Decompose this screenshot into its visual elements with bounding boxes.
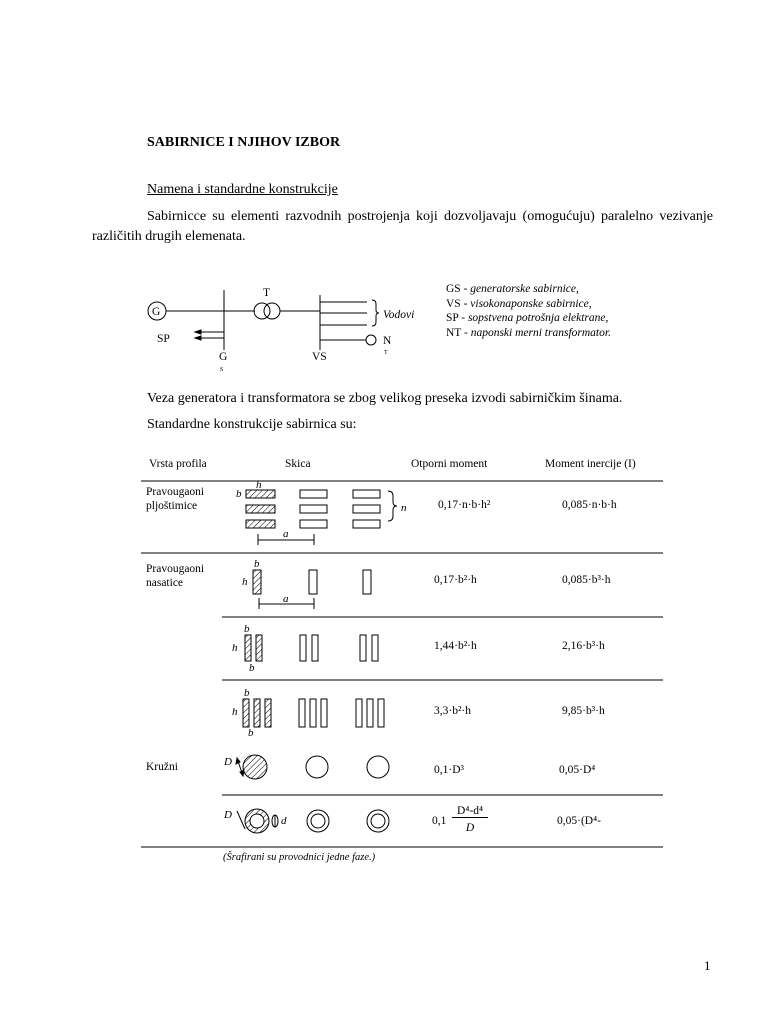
dim-d-inner: d: [281, 815, 287, 827]
legend-item: GS - generatorske sabirnice,: [446, 283, 579, 295]
legend-item: VS - visokonaponske sabirnice,: [446, 297, 592, 310]
formula-w-row6-denominator: D: [465, 822, 475, 834]
label-gs: G: [219, 351, 228, 363]
formula-i-row4: 9,85·b³·h: [562, 705, 605, 717]
formula-i-row5: 0,05·D⁴: [559, 764, 596, 776]
dim-a: a: [283, 528, 289, 540]
formula-w-row6-prefix: 0,1: [432, 815, 447, 827]
dim-d-outer: D: [224, 809, 232, 821]
header-inertia: Moment inercije (I): [545, 458, 636, 470]
label-vodovi: Vodovi: [383, 309, 415, 321]
formula-i-row1: 0,085·n·b·h: [562, 499, 617, 511]
formula-w-row3: 1,44·b²·h: [434, 640, 477, 652]
label-t-sub: T: [384, 350, 388, 356]
dim-h: h: [256, 479, 262, 491]
formula-w-row5: 0,1·D³: [434, 764, 464, 776]
section-title: Namena i standardne konstrukcije: [147, 182, 338, 197]
label-vs: VS: [312, 351, 327, 363]
label-g: G: [152, 306, 161, 318]
dim-h: h: [242, 576, 248, 588]
dim-h: h: [232, 706, 238, 718]
dim-b: b: [254, 558, 260, 570]
dim-b: b: [236, 488, 242, 500]
paragraph-3: Standardne konstrukcije sabirnica su:: [147, 417, 357, 432]
formula-i-row2: 0,085·b³·h: [562, 574, 611, 586]
dim-b: b: [244, 623, 250, 635]
formula-w-row1: 0,17·n·b·h²: [438, 499, 491, 511]
page-number: 1: [704, 958, 711, 973]
paragraph-2: Veza generatora i transformatora se zbog velikog preseka izvodi sabirničkim šinama.: [147, 391, 623, 406]
header-section-modulus: Otporni moment: [411, 458, 488, 470]
intro-paragraph: Sabirnicce su elementi razvodnih postrojenja koji dozvoljavaju (omogućuju) paralelno vezivanje različitih drugih elemenata.: [92, 209, 713, 244]
label-n: N: [383, 335, 392, 347]
dim-b: b: [244, 687, 250, 699]
dim-d-outer: D: [224, 756, 232, 768]
legend-item: SP - sopstvena potrošnja elektrane,: [446, 312, 609, 324]
dim-b: b: [249, 662, 255, 674]
dim-a: a: [283, 593, 289, 605]
formula-w-row2: 0,17·b²·h: [434, 574, 477, 586]
header-profile: Vrsta profila: [149, 458, 207, 470]
footnote: (Šrafirani su provodnici jedne faze.): [223, 852, 376, 863]
dim-b: b: [248, 727, 254, 739]
row-label-round: Kružni: [146, 761, 178, 773]
dim-h: h: [232, 642, 238, 654]
label-sp: SP: [157, 333, 170, 345]
formula-i-row3: 2,16·b³·h: [562, 640, 605, 652]
formula-w-row6-numerator: D⁴-d⁴: [452, 805, 488, 818]
label-t: T: [263, 287, 271, 299]
label-gs-sub: S: [220, 367, 224, 373]
legend-item: NT - naponski merni transformator.: [446, 326, 611, 339]
row-label-flat: Pravougaoni pljoštimice: [146, 486, 205, 512]
formula-i-row6: 0,05·(D⁴-: [557, 815, 601, 827]
header-sketch: Skica: [285, 458, 311, 470]
row-label-edge: Pravougaoni nasatice: [146, 563, 205, 589]
page-title: SABIRNICE I NJIHOV IZBOR: [147, 135, 341, 150]
dim-n: n: [401, 502, 407, 514]
formula-w-row4: 3,3·b²·h: [434, 705, 471, 717]
